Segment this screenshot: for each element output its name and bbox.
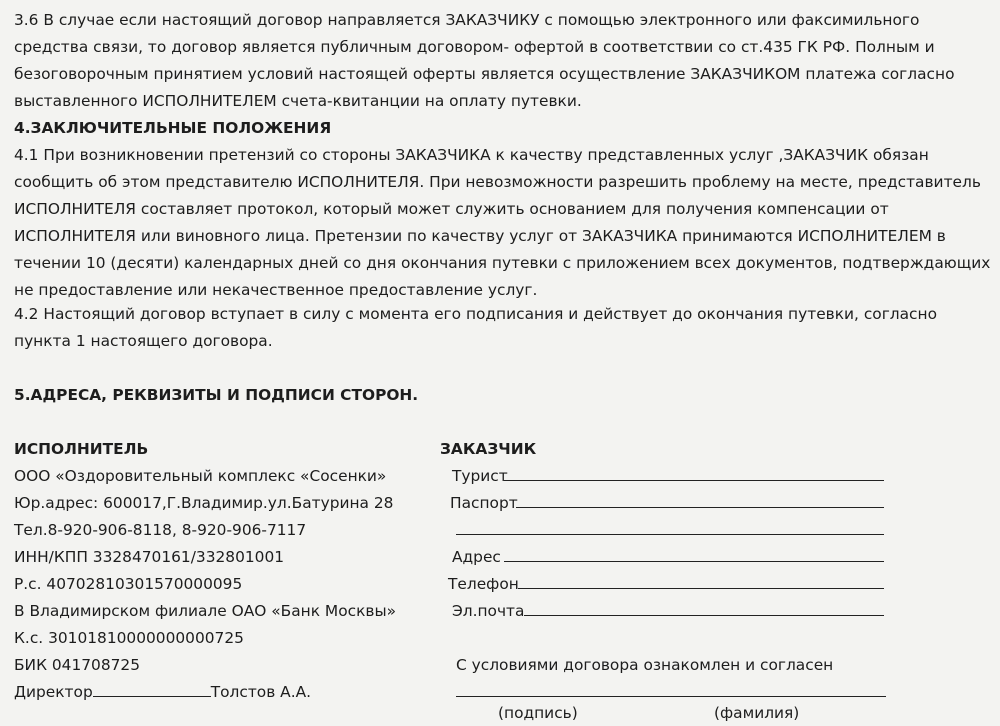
clause-4-2: 4.2 Настоящий договор вступает в силу с момента его подписания и действует до окончания путевки, согласно пункта 1 настоящего договора. [14,305,937,350]
executor-account: Р.с. 40702810301570000095 [14,575,243,593]
clause-3-6: 3.6 В случае если настоящий договор направляется ЗАКАЗЧИКУ с помощью электронного или факсимильного средства связи, то договор является публичным договором- офертой в соответствии со ст.435 ГК РФ. Полным и безоговорочным принятием условий настоящей оферты является осуществление ЗАКАЗЧИКОМ платежа согласно выставленного ИСПОЛНИТЕЛЕМ счета-квитанции на оплату путевки. [14,11,955,110]
phone-row [440,571,900,598]
executor-phones: Тел.8-920-906-8118, 8-920-906-7117 [14,521,307,539]
email-row [440,598,900,625]
surname-caption: (фамилия) [714,704,800,722]
passport-extra-row [440,517,900,544]
director-label: Директор [14,683,93,701]
tourist-label: Турист [452,467,508,485]
director-signature-field[interactable] [93,680,211,697]
address-field[interactable] [504,545,884,562]
executor-bik: БИК 041708725 [14,656,141,674]
section-4-heading: 4.ЗАКЛЮЧИТЕЛЬНЫЕ ПОЛОЖЕНИЯ [14,119,332,137]
clause-4-1: 4.1 При возникновении претензий со стороны ЗАКАЗЧИКА к качеству представленных услуг ,ЗАКАЗЧИК обязан сообщить об этом представителю ИСПОЛНИТЕЛЯ. При невозможности разрешить проблему на месте, представитель ИСПОЛНИТЕЛЯ составляет протокол, который может служить основанием для получения компенсации от ИСПОЛНИТЕЛЯ или виновного лица. Претензии по качеству услуг от ЗАКАЗЧИКА принимаются ИСПОЛНИТЕЛЕМ в течении 10 (десяти) календарных дней со дня окончания путевки с приложением всех документов, подтверждающих не предоставление или некачественное предоставление услуг. [14,146,991,299]
signature-row [440,679,900,706]
executor-title: ИСПОЛНИТЕЛЬ [14,440,149,458]
tourist-row [440,463,900,490]
phone-field[interactable] [518,572,884,589]
executor-corr-account: К.с. 30101810000000000725 [14,629,244,647]
director-signature-line [14,679,434,706]
executor-organization: ООО «Оздоровительный комплекс «Сосенки» [14,467,387,485]
executor-address: Юр.адрес: 600017,Г.Владимир.ул.Батурина 28 [14,494,394,512]
signature-caption: (подпись) [498,704,578,722]
executor-bank: В Владимирском филиале ОАО «Банк Москвы» [14,602,397,620]
email-field[interactable] [524,599,884,616]
customer-title: ЗАКАЗЧИК [440,440,537,458]
passport-row [440,490,900,517]
customer-details [440,436,900,706]
executor-details [14,436,434,706]
passport-label: Паспорт [450,494,518,512]
phone-label: Телефон [448,575,519,593]
customer-signature-field[interactable] [456,680,886,697]
address-row [440,544,900,571]
tourist-field[interactable] [504,464,884,481]
passport-extra-field[interactable] [456,518,884,535]
executor-inn: ИНН/КПП 3328470161/332801001 [14,548,285,566]
agreement-text: С условиями договора ознакомлен и согласен [456,656,834,674]
passport-field[interactable] [516,491,884,508]
director-name: Толстов А.А. [210,683,312,701]
section-5-heading: 5.АДРЕСА, РЕКВИЗИТЫ И ПОДПИСИ СТОРОН. [14,386,419,404]
address-label: Адрес [452,548,501,566]
email-label: Эл.почта [452,602,525,620]
